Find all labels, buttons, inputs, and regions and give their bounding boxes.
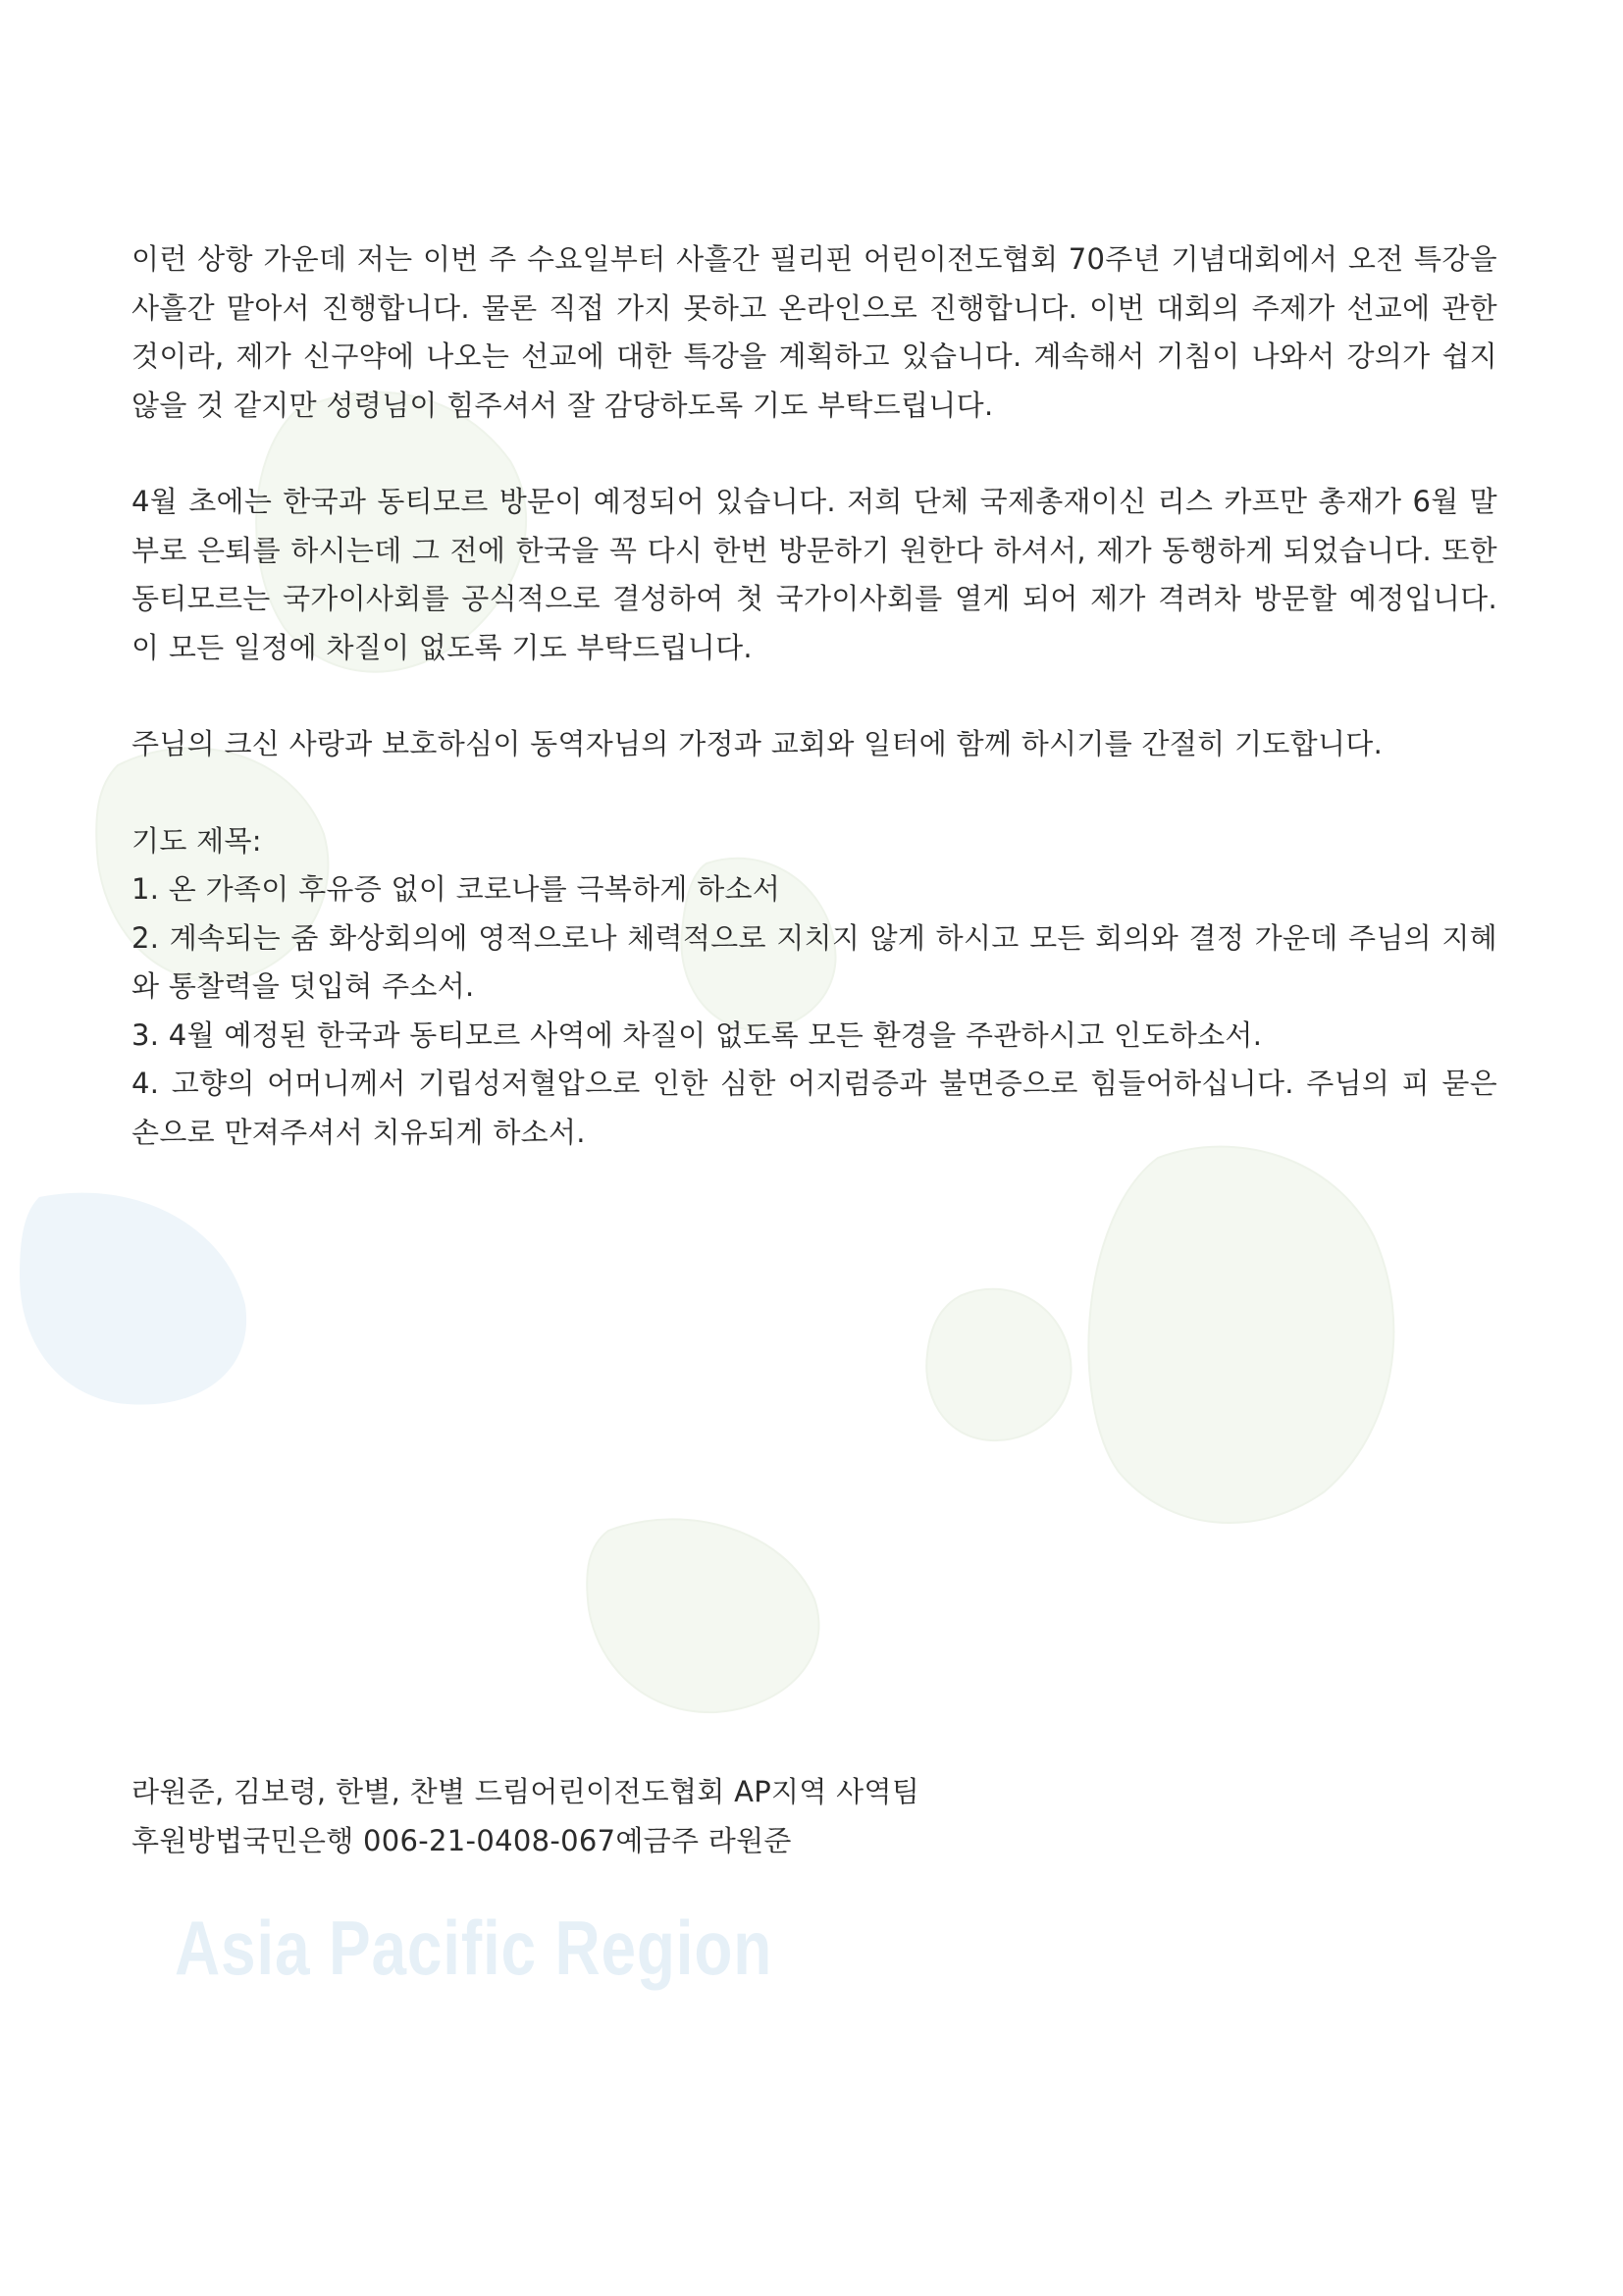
prayer-list-title: 기도 제목: <box>131 823 262 858</box>
paragraph-conference: 이런 상항 가운데 저는 이번 주 수요일부터 사흘간 필리핀 어린이전도협회 70주년 기념대회에서 오전 특강을 사흘간 맡아서 진행합니다. 물론 직접 가지 못하고 온라인으로 진행합니다. 이번 대회의 주제가 선교에 관한 것이라, 제가 신구약에 나오는 선교에 대한 특강을 계획하고 있습니다. 계속해서 기침이 나와서 강의가 쉽지 않을 것 같지만 성령님이 힘주셔서 잘 감당하도록 기도 부탁드립니다. <box>131 242 1497 422</box>
paragraph-visit: 4월 초에는 한국과 동티모르 방문이 예정되어 있습니다. 저희 단체 국제총재이신 리스 카프만 총재가 6월 말부로 은퇴를 하시는데 그 전에 한국을 꼭 다시 한번 방문하기 원한다 하셔서, 제가 동행하게 되었습니다. 또한 동티모르는 국가이사회를 공식적으로 결성하여 첫 국가이사회를 열게 되어 제가 격려차 방문할 예정입니다. 이 모든 일정에 차질이 없도록 기도 부탁드립니다. <box>131 485 1497 664</box>
signature-names: 라원준, 김보령, 한별, 찬별 드림어린이전도협회 AP지역 사역팀 <box>131 1775 920 1808</box>
letter-body <box>131 235 1497 1157</box>
paragraph-gap <box>131 430 1497 478</box>
prayer-item: 3. 4월 예정된 한국과 동티모르 사역에 차질이 없도록 모든 환경을 주관하시고 인도하소서. <box>131 1018 1263 1052</box>
donation-info: 후원방법국민은행 006-21-0408-067예금주 라원준 <box>131 1823 792 1857</box>
prayer-list <box>131 865 1497 1157</box>
paragraph-gap <box>131 672 1497 720</box>
prayer-item: 2. 계속되는 줌 화상회의에 영적으로나 체력적으로 지치지 않게 하시고 모든 회의와 결정 가운데 주님의 지혜와 통찰력을 덧입혀 주소서. <box>131 920 1497 1003</box>
prayer-item: 4. 고향의 어머니께서 기립성저혈압으로 인한 심한 어지럼증과 불면증으로 힘들어하십니다. 주님의 피 묻은 손으로 만져주셔서 치유되게 하소서. <box>131 1067 1497 1149</box>
prayer-item: 1. 온 가족이 후유증 없이 코로나를 극복하게 하소서 <box>131 872 781 906</box>
paragraph-gap <box>131 769 1497 817</box>
signature-block <box>131 1768 919 1865</box>
paragraph-blessing: 주님의 크신 사랑과 보호하심이 동역자님의 가정과 교회와 일터에 함께 하시기를 간절히 기도합니다. <box>131 727 1384 760</box>
region-watermark: Asia Pacific Region <box>175 1905 773 1991</box>
